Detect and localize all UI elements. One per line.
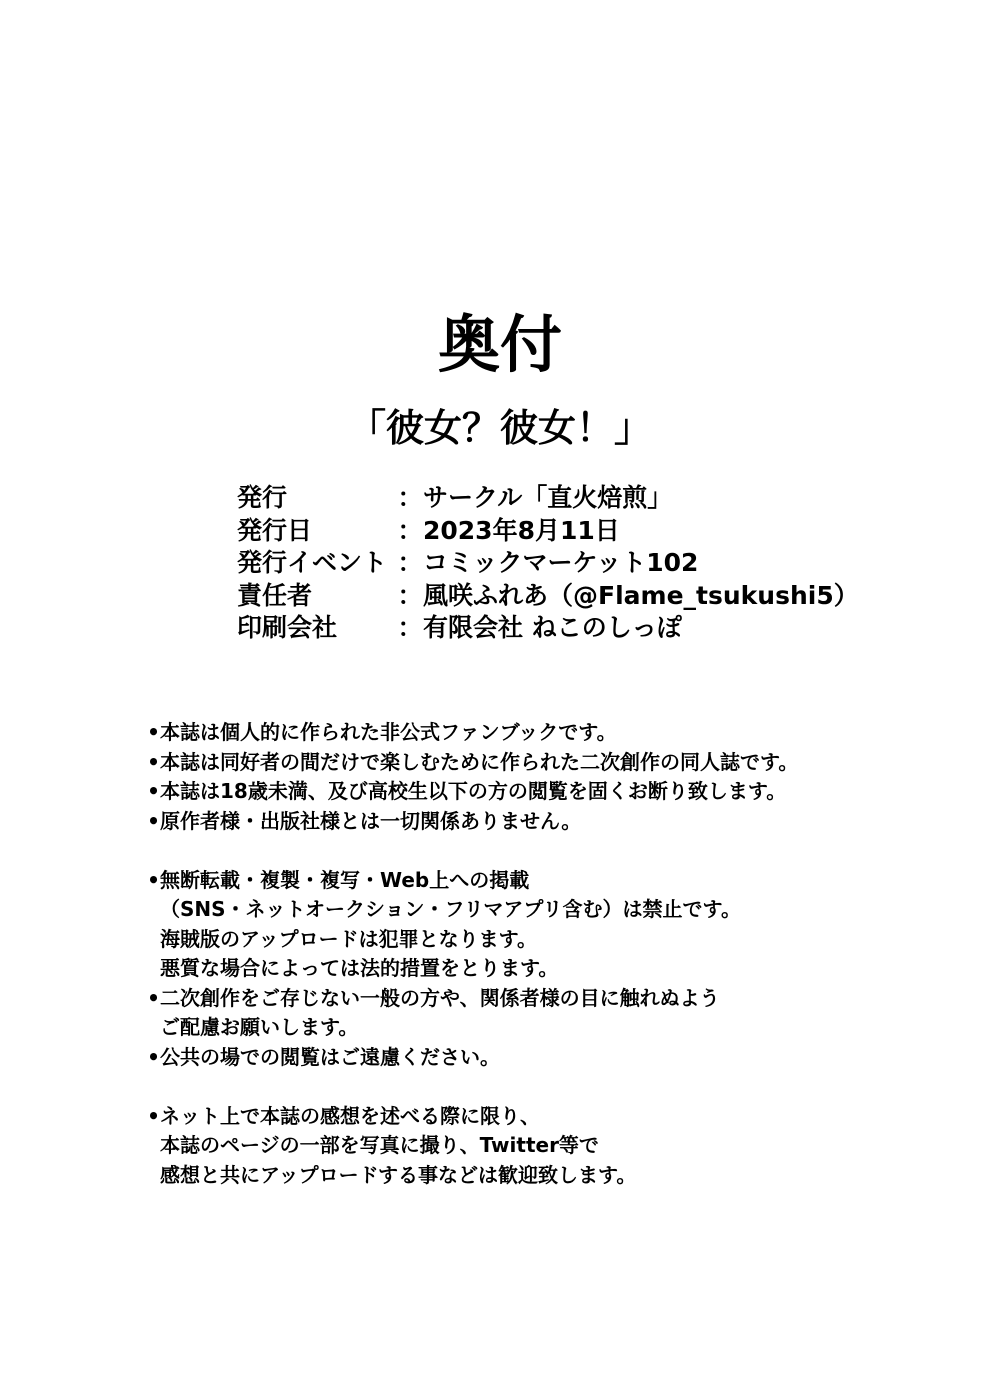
notice-item [147,748,987,778]
colophon-separator: ： [397,483,423,513]
notice-continuation [147,895,987,925]
bullet-icon: • [147,1103,160,1128]
notice-text: ネット上で本誌の感想を述べる際に限り、 [160,1103,540,1128]
notice-text: 悪質な場合によっては法的措置をとります。 [160,956,559,980]
bullet-icon: • [147,867,160,892]
colophon-label: 発行日 [237,515,313,545]
colophon-label: 責任者 [237,580,313,610]
notice-text: 原作者様・出版社様とは一切関係ありません。 [160,808,582,833]
colophon-separator: ： [397,580,423,610]
bullet-icon: • [147,749,160,774]
notice-continuation [147,1013,987,1043]
notice-text: 本誌のページの一部を写真に撮り、Twitter等で [160,1133,599,1157]
notice-item [147,718,987,748]
colophon-label: 発行イベント [237,548,388,578]
colophon-value: 風咲ふれあ（@Flame_tsukushi5） [423,580,859,610]
notice-continuation [147,954,987,984]
colophon-row-date [237,513,937,546]
notice-text: （SNS・ネットオークション・フリマアプリ含む）は禁止です。 [160,897,741,921]
colophon-row-publisher [237,480,937,513]
colophon-row-printer [237,610,937,643]
bullet-icon: • [147,720,160,744]
notice-continuation [147,1161,987,1191]
colophon-row-responsible [237,578,937,611]
notice-continuation [147,925,987,955]
notice-text: ご配慮お願いします。 [160,1015,359,1039]
notice-item [147,807,987,837]
page-title: 奥付 [437,308,562,381]
colophon-label: 印刷会社 [237,613,338,643]
colophon-label: 発行 [237,483,288,513]
bullet-icon: • [147,985,160,1010]
notice-item [147,777,987,807]
notice-item [147,984,987,1014]
bullet-icon: • [147,808,160,833]
notice-list [147,718,987,1190]
notice-item [147,1102,987,1132]
notice-text: 感想と共にアップロードする事などは歓迎致します。 [160,1162,637,1187]
colophon-separator: ： [397,613,423,643]
colophon-separator: ： [397,515,423,545]
colophon-separator: ： [397,548,423,578]
notice-text: 二次創作をご存じない一般の方や、関係者様の目に触れぬよう [160,985,720,1010]
colophon-value: サークル「直火焙煎」 [423,483,673,513]
notice-continuation [147,1131,987,1161]
notice-text: 本誌は個人的に作られた非公式ファンブックです。 [160,720,617,744]
colophon-value: 2023年8月11日 [423,515,620,545]
notice-text: 本誌は同好者の間だけで楽しむために作られた二次創作の同人誌です。 [160,749,799,774]
notice-item [147,866,987,896]
colophon-value: 有限会社 ねこのしっぽ [423,613,682,643]
notice-text: 公共の場での閲覧はご遠慮ください。 [160,1044,500,1069]
colophon-table [237,480,937,643]
colophon-value: コミックマーケット102 [423,548,699,578]
bullet-icon: • [147,779,160,803]
notice-text: 本誌は18歳未満、及び高校生以下の方の閲覧を固くお断り致します。 [160,779,787,803]
notice-text: 海賊版のアップロードは犯罪となります。 [160,926,537,951]
spacer [147,836,987,866]
bullet-icon: • [147,1044,160,1069]
book-title: 「彼女？彼女！」 [347,406,652,450]
colophon-row-event [237,545,937,578]
notice-text: 無断転載・複製・複写・Web上への掲載 [160,867,530,892]
spacer [147,1072,987,1102]
notice-item [147,1043,987,1073]
